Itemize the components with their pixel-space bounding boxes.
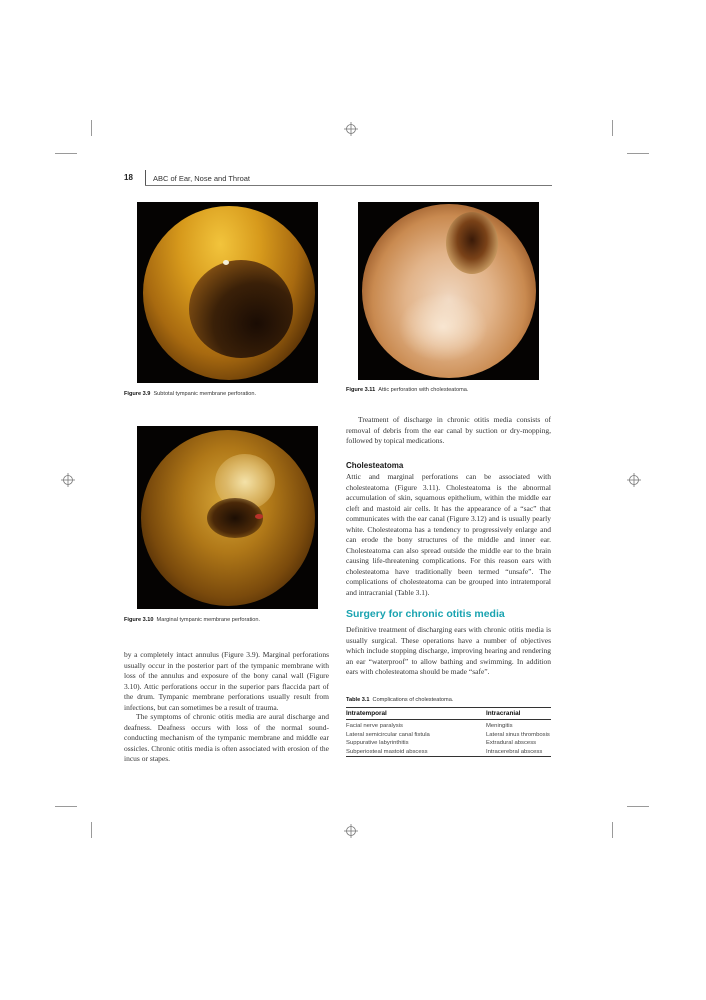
running-title: ABC of Ear, Nose and Throat — [153, 174, 250, 183]
figure-3-10-photo — [137, 426, 318, 609]
figure-3-9-photo — [137, 202, 318, 383]
table-row — [346, 720, 551, 731]
body-paragraph: by a completely intact annulus (Figure 3.9). Marginal perforations usually occur in the posterior part of the tympanic membrane with loss of the annulus and exposure of the bony canal wall (Figure 3.10). Attic perforations occur in the superior pars flaccida part of the drum. Tympanic membrane perforations usually result from infections, but can sometimes be a result of trauma. — [124, 650, 329, 712]
section-heading-major: Surgery for chronic otitis media — [346, 608, 505, 620]
figure-label: Figure 3.9 — [124, 391, 151, 397]
table-header-row — [346, 708, 551, 720]
crop-mark — [627, 806, 649, 807]
figure-3-11-photo — [358, 202, 539, 380]
figure-3-10-caption — [124, 616, 324, 624]
body-paragraph: Treatment of discharge in chronic otitis media consists of removal of debris from the ear canal by suction or dry-mopping, followed by topical medications. — [346, 415, 551, 445]
table-row — [346, 748, 551, 757]
figure-caption-text: Marginal tympanic membrane perforation. — [156, 617, 261, 623]
table-caption — [346, 697, 453, 703]
table-header-cell: Intratemporal — [346, 710, 387, 717]
figure-3-9-caption — [124, 390, 324, 398]
table-cell: Intracerebral abscess — [486, 748, 543, 755]
table-cell: Lateral sinus thrombosis — [486, 731, 550, 738]
body-paragraph: The symptoms of chronic otitis media are aural discharge and deafness. Deafness occurs with loss of the normal sound-conducting mechanism of the tympanic membrane and middle ear ossicles. Chronic otitis media is often associated with erosion of the incus or stapes. — [124, 712, 329, 763]
table-row — [346, 731, 551, 740]
crop-mark — [55, 806, 77, 807]
page-number: 18 — [124, 173, 133, 182]
crop-mark — [55, 153, 77, 154]
registration-mark-icon — [61, 473, 75, 487]
registration-mark-icon — [344, 122, 358, 136]
registration-mark-icon — [344, 824, 358, 838]
figure-label: Figure 3.10 — [124, 617, 154, 623]
header-rule — [145, 185, 552, 186]
table-row — [346, 739, 551, 748]
figure-caption-text: Attic perforation with cholesteatoma. — [378, 387, 469, 393]
table-cell: Lateral semicircular canal fistula — [346, 731, 430, 738]
complications-table — [346, 707, 551, 757]
table-cell: Extradural abscess — [486, 740, 537, 747]
table-caption-text: Complications of cholesteatoma. — [372, 697, 454, 703]
table-cell: Suppurative labyrinthitis — [346, 740, 409, 747]
registration-mark-icon — [627, 473, 641, 487]
table-header-cell: Intracranial — [486, 710, 521, 717]
crop-mark — [91, 120, 92, 136]
figure-label: Figure 3.11 — [346, 387, 376, 393]
body-paragraph: Attic and marginal perforations can be associated with cholesteatoma (Figure 3.11). Cholesteatoma is the abnormal accumulation of skin, squamous epithelium, within the middle ear cleft and mastoid air cells. It has the appearance of a “sac” that communicates with the ear canal (Figure 3.12) and is usually pearly white. Cholesteatoma has a tendency to progressively enlarge and can erode the bony structures of the middle and inner ear. Cholesteatoma can also spread outside the middle ear to the brain causing life-threatening complications. For this reason ears with cholesteatoma have traditionally been termed “unsafe”. The complications of cholesteatoma can be grouped into intratemporal and intracranial (Table 3.1). — [346, 472, 551, 597]
table-label: Table 3.1 — [346, 697, 370, 703]
body-paragraph: Definitive treatment of discharging ears with chronic otitis media is usually surgical. These operations have a number of objectives which include stopping discharge, improving hearing and rendering an ear “waterproof” to allow bathing and swimming. In addition ears with cholesteatoma should be made “safe”. — [346, 625, 551, 676]
figure-caption-text: Subtotal tympanic membrane perforation. — [153, 391, 257, 397]
crop-mark — [612, 120, 613, 136]
crop-mark — [627, 153, 649, 154]
table-cell: Meningitis — [486, 723, 513, 729]
crop-mark — [612, 822, 613, 838]
section-heading: Cholesteatoma — [346, 461, 404, 470]
figure-3-11-caption — [346, 386, 546, 394]
header-divider — [145, 170, 146, 186]
table-cell: Subperiosteal mastoid abscess — [346, 748, 428, 755]
table-cell: Facial nerve paralysis — [346, 723, 403, 729]
crop-mark — [91, 822, 92, 838]
